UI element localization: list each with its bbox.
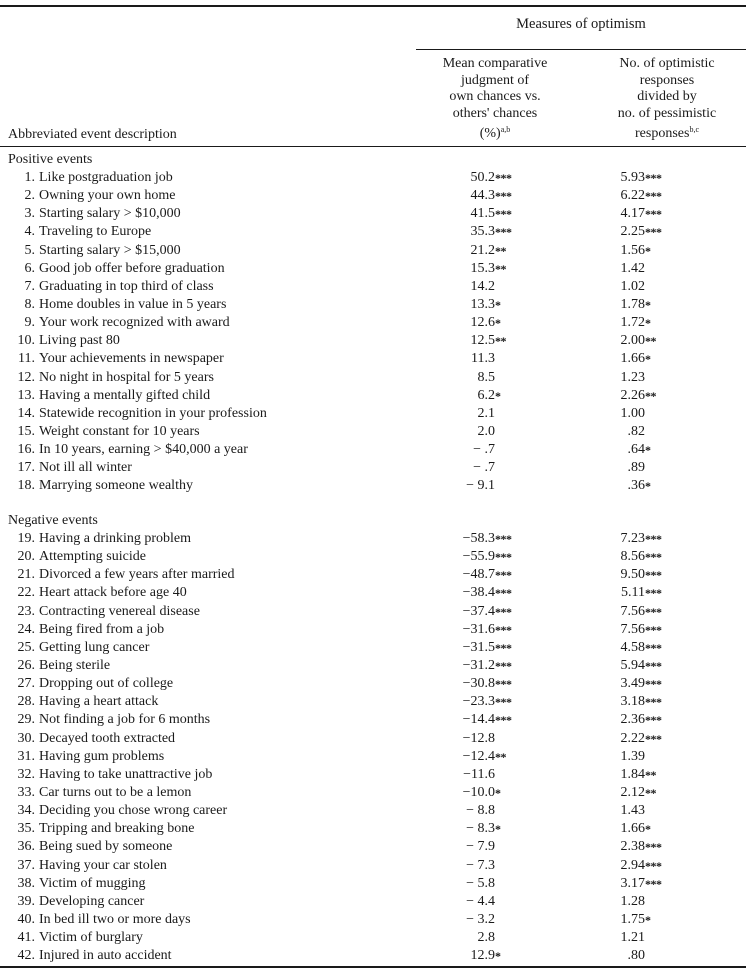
event-number: 10.: [17, 333, 35, 349]
optimism-ratio-significance: *: [645, 243, 651, 258]
event-description-header: Abbreviated event description: [8, 127, 177, 142]
optimism-ratio-value: 2.36: [620, 712, 645, 728]
event-description: Injured in auto accident: [39, 948, 172, 964]
optimism-ratio-value: 1.39: [620, 748, 645, 764]
event-description: Victim of burglary: [39, 930, 143, 946]
optimism-ratio-value: 4.58: [620, 639, 645, 655]
event-number: 40.: [17, 911, 35, 927]
optimism-ratio-value: 3.17: [620, 875, 645, 891]
optimism-ratio-significance: ***: [645, 622, 662, 637]
comparative-judgment-value: −11.6: [463, 766, 495, 782]
event-number: 37.: [17, 857, 35, 873]
comparative-judgment-value: 21.2: [470, 242, 495, 258]
optimism-ratio-value: 1.21: [620, 930, 645, 946]
optimism-ratio-value: 3.18: [620, 694, 645, 710]
event-number: 8.: [24, 296, 35, 312]
comparative-judgment-significance: ***: [495, 713, 512, 728]
col1-line-3: own chances vs.: [449, 89, 541, 104]
optimism-ratio-value: 1.84: [620, 766, 645, 782]
measures-underline: [416, 49, 746, 50]
optimism-ratio-value: 1.72: [620, 315, 645, 331]
comparative-judgment-value: − 5.8: [466, 875, 495, 891]
comparative-judgment-significance: ***: [495, 568, 512, 583]
event-description: Having gum problems: [39, 748, 165, 764]
event-description: Starting salary > $15,000: [39, 242, 181, 258]
event-description: Not ill all winter: [39, 460, 132, 476]
table-row: [0, 838, 746, 856]
comparative-judgment-value: −12.8: [462, 730, 495, 746]
event-description: Heart attack before age 40: [39, 585, 187, 601]
event-description: In 10 years, earning > $40,000 a year: [39, 442, 248, 458]
bottom-rule: [0, 966, 746, 968]
event-number: 35.: [17, 821, 35, 837]
optimism-ratio-significance: **: [645, 388, 656, 403]
event-number: 19.: [17, 531, 35, 546]
table-row: [0, 423, 746, 441]
col1-footnote-marks: a,b: [500, 125, 511, 134]
table-row: [0, 893, 746, 911]
event-number: 1.: [24, 170, 35, 185]
table-row: [0, 405, 746, 423]
table-row: [0, 603, 746, 621]
table-row: [0, 387, 746, 405]
table-row: [0, 332, 746, 350]
event-number: 38.: [17, 875, 35, 891]
event-description: Not finding a job for 6 months: [39, 712, 211, 728]
negative-events-title: Negative events: [8, 513, 98, 528]
comparative-judgment-value: 2.0: [477, 423, 495, 439]
event-number: 25.: [17, 639, 35, 655]
optimism-ratio-value: 6.22: [620, 188, 645, 204]
comparative-judgment-value: −31.6: [462, 621, 495, 637]
optimism-ratio-significance: *: [645, 479, 651, 494]
top-rule: [0, 5, 746, 7]
event-number: 20.: [17, 549, 35, 565]
optimism-ratio-value: 4.17: [620, 206, 645, 222]
comparative-judgment-value: − .7: [473, 442, 495, 458]
optimism-ratio-value: .80: [627, 948, 645, 964]
comparative-judgment-significance: ***: [495, 550, 512, 565]
optimism-ratio-significance: ***: [645, 207, 662, 222]
event-number: 27.: [17, 676, 35, 692]
comparative-judgment-value: 41.5: [470, 206, 495, 222]
comparative-judgment-value: −38.4: [462, 585, 495, 601]
comparative-judgment-value: 50.2: [470, 170, 495, 185]
comparative-judgment-significance: **: [495, 749, 506, 764]
col2-line-5: [592, 122, 742, 143]
optimism-ratio-value: 1.66: [620, 821, 645, 837]
event-number: 33.: [17, 784, 35, 800]
comparative-judgment-significance: ***: [495, 658, 512, 673]
col1-line-2: judgment of: [460, 72, 530, 88]
table-row: [0, 857, 746, 875]
event-description: Attempting suicide: [39, 549, 146, 565]
comparative-judgment-significance: *: [495, 822, 501, 837]
optimism-ratio-value: 5.93: [620, 170, 645, 185]
comparative-judgment-value: −12.4: [462, 748, 495, 764]
table-row: [0, 766, 746, 784]
optimism-ratio-significance: ***: [645, 840, 662, 855]
event-description: Starting salary > $10,000: [39, 206, 181, 222]
comparative-judgment-value: 6.2: [477, 387, 495, 403]
comparative-judgment-significance: *: [495, 316, 501, 331]
event-description: Contracting venereal disease: [39, 603, 200, 619]
comparative-judgment-significance: *: [495, 785, 501, 800]
event-description: Decayed tooth extracted: [39, 730, 176, 746]
event-number: 28.: [17, 694, 35, 710]
table-row: [0, 548, 746, 566]
table-row: [0, 748, 746, 766]
event-number: 5.: [24, 242, 35, 258]
optimism-ratio-value: 2.00: [620, 333, 645, 349]
optimism-ratio-value: 1.78: [620, 296, 645, 312]
event-description: Having a heart attack: [39, 694, 159, 710]
col2-line-3: divided by: [637, 89, 697, 104]
optimism-ratio-significance: ***: [645, 586, 662, 601]
table-row: [0, 369, 746, 387]
event-description: Weight constant for 10 years: [39, 423, 200, 439]
table-row: [0, 911, 746, 929]
comparative-judgment-significance: **: [495, 261, 506, 276]
optimism-ratio-value: 7.56: [620, 603, 645, 619]
comparative-judgment-value: −37.4: [462, 603, 495, 619]
comparative-judgment-significance: *: [495, 949, 501, 964]
comparative-judgment-value: − 3.2: [466, 911, 495, 927]
table-row: [0, 584, 746, 602]
optimism-ratio-value: 2.12: [620, 784, 645, 800]
event-description: Dropping out of college: [39, 676, 174, 692]
event-number: 6.: [24, 260, 35, 276]
col2-line-4: no. of pessimistic: [617, 105, 717, 121]
comparative-judgment-value: 14.2: [470, 278, 495, 294]
comparative-judgment-value: − 4.4: [466, 893, 495, 909]
event-number: 12.: [17, 369, 35, 385]
comparative-judgment-value: −48.7: [462, 567, 495, 583]
optimism-ratio-significance: ***: [645, 189, 662, 204]
optimism-ratio-significance: ***: [645, 677, 662, 692]
table-row: [0, 566, 746, 584]
col2-line-1: No. of optimistic: [619, 56, 715, 71]
event-number: 36.: [17, 839, 35, 855]
optimism-ratio-significance: ***: [645, 695, 662, 710]
table-row: [0, 169, 746, 187]
comparative-judgment-significance: ***: [495, 640, 512, 655]
comparative-judgment-significance: ***: [495, 171, 512, 185]
comparative-judgment-significance: *: [495, 388, 501, 403]
event-number: 21.: [17, 567, 35, 583]
optimism-ratio-value: 7.23: [620, 531, 645, 546]
optimism-ratio-value: 1.66: [620, 351, 645, 367]
table-row: [0, 621, 746, 639]
comparative-judgment-value: 44.3: [470, 188, 495, 204]
event-number: 22.: [17, 585, 35, 601]
optimism-ratio-value: 1.02: [620, 278, 645, 294]
comparative-judgment-significance: ***: [495, 586, 512, 601]
comparative-judgment-value: − 7.9: [466, 839, 495, 855]
negative-events-rows: [0, 530, 746, 965]
column-header-comparative-judgment: [416, 56, 574, 143]
event-description: Being sued by someone: [39, 839, 173, 855]
comparative-judgment-value: 35.3: [470, 224, 495, 240]
event-description: Traveling to Europe: [39, 224, 152, 240]
event-description: Getting lung cancer: [39, 639, 150, 655]
positive-events-title: Positive events: [8, 152, 93, 167]
event-description: Statewide recognition in your profession: [39, 405, 267, 421]
col2-footnote-marks: b,c: [689, 125, 699, 134]
table-row: [0, 187, 746, 205]
table-row: [0, 711, 746, 729]
optimism-ratio-significance: ***: [645, 658, 662, 673]
comparative-judgment-significance: ***: [495, 225, 512, 240]
col2-last-line: responses: [635, 126, 690, 141]
optimism-ratio-significance: *: [645, 443, 651, 458]
table-row: [0, 802, 746, 820]
table-row: [0, 477, 746, 495]
optimism-ratio-significance: ***: [645, 858, 662, 873]
comparative-judgment-significance: ***: [495, 695, 512, 710]
comparative-judgment-value: 12.5: [470, 333, 495, 349]
optimism-ratio-significance: **: [645, 785, 656, 800]
table-row: [0, 441, 746, 459]
event-description: Your work recognized with award: [39, 315, 230, 331]
table-row: [0, 875, 746, 893]
optimism-ratio-value: 1.28: [620, 893, 645, 909]
measures-heading: Measures of optimism: [516, 16, 646, 32]
comparative-judgment-value: − 7.3: [466, 857, 495, 873]
table-row: [0, 947, 746, 965]
col2-line-2: responses: [639, 72, 695, 88]
optimism-ratio-significance: **: [645, 334, 656, 349]
optimism-ratio-significance: ***: [645, 568, 662, 583]
event-number: 29.: [17, 712, 35, 728]
comparative-judgment-value: −31.2: [462, 657, 495, 673]
table-row: [0, 296, 746, 314]
optimism-ratio-significance: ***: [645, 171, 662, 185]
event-description: In bed ill two or more days: [39, 911, 191, 927]
event-number: 16.: [17, 442, 35, 458]
comparative-judgment-significance: ***: [495, 604, 512, 619]
optimism-ratio-value: 8.56: [620, 549, 645, 565]
optimism-ratio-significance: ***: [645, 532, 662, 546]
comparative-judgment-value: −55.9: [462, 549, 495, 565]
table-row: [0, 929, 746, 947]
optimism-ratio-significance: ***: [645, 225, 662, 240]
optimism-ratio-significance: ***: [645, 713, 662, 728]
comparative-judgment-significance: *: [495, 297, 501, 312]
comparative-judgment-value: 12.9: [470, 948, 495, 964]
event-description: Marrying someone wealthy: [39, 478, 193, 494]
event-description: Like postgraduation job: [39, 170, 173, 185]
header-rule: [0, 146, 746, 147]
optimism-ratio-significance: *: [645, 297, 651, 312]
event-description: Having a drinking problem: [39, 531, 192, 546]
optimism-ratio-value: 1.00: [620, 405, 645, 421]
table-row: [0, 242, 746, 260]
comparative-judgment-value: 2.1: [477, 405, 495, 421]
table-row: [0, 314, 746, 332]
comparative-judgment-significance: ***: [495, 677, 512, 692]
event-number: 34.: [17, 803, 35, 819]
event-number: 24.: [17, 621, 35, 637]
optimism-ratio-value: 2.22: [620, 730, 645, 746]
event-description: Car turns out to be a lemon: [39, 784, 192, 800]
table-row: [0, 657, 746, 675]
optimism-ratio-significance: ***: [645, 731, 662, 746]
event-description: Being fired from a job: [39, 621, 165, 637]
event-number: 9.: [24, 315, 35, 331]
optimism-ratio-value: 1.23: [620, 369, 645, 385]
comparative-judgment-value: −10.0: [462, 784, 495, 800]
table-row: [0, 675, 746, 693]
column-header-optimistic-ratio: [592, 56, 742, 143]
table-row: [0, 459, 746, 477]
table-row: [0, 693, 746, 711]
optimism-ratio-significance: *: [645, 822, 651, 837]
optimism-ratio-value: 1.42: [620, 260, 645, 276]
optimism-ratio-value: 1.56: [620, 242, 645, 258]
col1-line-1: Mean comparative: [442, 56, 548, 71]
comparative-judgment-significance: ***: [495, 532, 512, 546]
table-row: [0, 260, 746, 278]
comparative-judgment-value: −30.8: [462, 676, 495, 692]
event-description: Having to take unattractive job: [39, 766, 213, 782]
optimism-ratio-value: 1.75: [620, 911, 645, 927]
event-number: 3.: [24, 206, 35, 222]
comparative-judgment-value: 11.3: [471, 351, 495, 367]
optimism-ratio-value: 2.94: [620, 857, 645, 873]
table-row: [0, 205, 746, 223]
event-number: 30.: [17, 730, 35, 746]
event-description: Victim of mugging: [39, 875, 146, 891]
comparative-judgment-value: −58.3: [462, 531, 495, 546]
comparative-judgment-significance: ***: [495, 622, 512, 637]
optimism-ratio-value: .36: [627, 478, 645, 494]
optimism-ratio-significance: ***: [645, 550, 662, 565]
optimism-ratio-value: 1.43: [620, 803, 645, 819]
comparative-judgment-value: 12.6: [470, 315, 495, 331]
event-description: Owning your own home: [39, 188, 176, 204]
comparative-judgment-value: −23.3: [462, 694, 495, 710]
event-number: 39.: [17, 893, 35, 909]
event-number: 23.: [17, 603, 35, 619]
col1-line-4: others' chances: [452, 105, 538, 121]
event-number: 2.: [24, 188, 35, 204]
event-description: Graduating in top third of class: [39, 278, 214, 294]
col1-line-5: [416, 122, 574, 143]
event-description: No night in hospital for 5 years: [39, 369, 214, 385]
comparative-judgment-value: 15.3: [470, 260, 495, 276]
optimism-ratio-significance: *: [645, 352, 651, 367]
comparative-judgment-value: −31.5: [462, 639, 495, 655]
optimism-ratio-significance: ***: [645, 876, 662, 891]
event-number: 42.: [17, 948, 35, 964]
event-description: Having a mentally gifted child: [39, 387, 211, 403]
event-number: 7.: [24, 278, 35, 294]
optimism-ratio-significance: *: [645, 912, 651, 927]
event-number: 15.: [17, 423, 35, 439]
event-number: 32.: [17, 766, 35, 782]
optimism-ratio-value: .64: [627, 442, 645, 458]
optimism-ratio-value: 5.11: [621, 585, 645, 601]
table-row: [0, 530, 746, 548]
comparative-judgment-value: − 8.3: [466, 821, 495, 837]
optimism-ratio-value: 2.26: [620, 387, 645, 403]
event-description: Being sterile: [39, 657, 111, 673]
optimism-ratio-significance: ***: [645, 604, 662, 619]
event-number: 31.: [17, 748, 35, 764]
comparative-judgment-value: − .7: [473, 460, 495, 476]
optimism-ratio-significance: **: [645, 767, 656, 782]
event-number: 11.: [18, 351, 35, 367]
col1-unit: (%): [479, 126, 501, 141]
event-description: Having your car stolen: [39, 857, 167, 873]
table-row: [0, 784, 746, 802]
optimism-ratio-value: 2.38: [620, 839, 645, 855]
event-description: Divorced a few years after married: [39, 567, 235, 583]
table-row: [0, 350, 746, 368]
comparative-judgment-significance: **: [495, 243, 506, 258]
comparative-judgment-value: − 8.8: [466, 803, 495, 819]
table-row: [0, 730, 746, 748]
optimism-ratio-significance: *: [645, 316, 651, 331]
comparative-judgment-value: 2.8: [477, 930, 495, 946]
optimism-ratio-value: 5.94: [620, 657, 645, 673]
event-number: 17.: [17, 460, 35, 476]
comparative-judgment-significance: **: [495, 334, 506, 349]
optimism-ratio-value: 2.25: [620, 224, 645, 240]
comparative-judgment-value: − 9.1: [466, 478, 495, 494]
event-description: Deciding you chose wrong career: [39, 803, 228, 819]
comparative-judgment-significance: ***: [495, 189, 512, 204]
event-description: Home doubles in value in 5 years: [39, 296, 227, 312]
table-row: [0, 820, 746, 838]
event-number: 41.: [17, 930, 35, 946]
event-number: 18.: [17, 478, 35, 494]
optimism-ratio-value: 7.56: [620, 621, 645, 637]
event-description: Your achievements in newspaper: [39, 351, 224, 367]
table-row: [0, 639, 746, 657]
optimism-ratio-value: 3.49: [620, 676, 645, 692]
event-description: Developing cancer: [39, 893, 145, 909]
optimism-ratio-value: .89: [627, 460, 645, 476]
event-number: 13.: [17, 387, 35, 403]
table-row: [0, 223, 746, 241]
comparative-judgment-value: 8.5: [477, 369, 495, 385]
event-description: Good job offer before graduation: [39, 260, 225, 276]
event-description: Tripping and breaking bone: [39, 821, 195, 837]
event-number: 26.: [17, 657, 35, 673]
comparative-judgment-significance: ***: [495, 207, 512, 222]
optimism-ratio-significance: ***: [645, 640, 662, 655]
event-number: 4.: [24, 224, 35, 240]
optimism-ratio-value: 9.50: [620, 567, 645, 583]
comparative-judgment-value: 13.3: [470, 296, 495, 312]
table-row: [0, 278, 746, 296]
event-description: Living past 80: [39, 333, 120, 349]
positive-events-rows: [0, 169, 746, 496]
optimism-ratio-value: .82: [627, 423, 645, 439]
comparative-judgment-value: −14.4: [462, 712, 495, 728]
event-number: 14.: [17, 405, 35, 421]
